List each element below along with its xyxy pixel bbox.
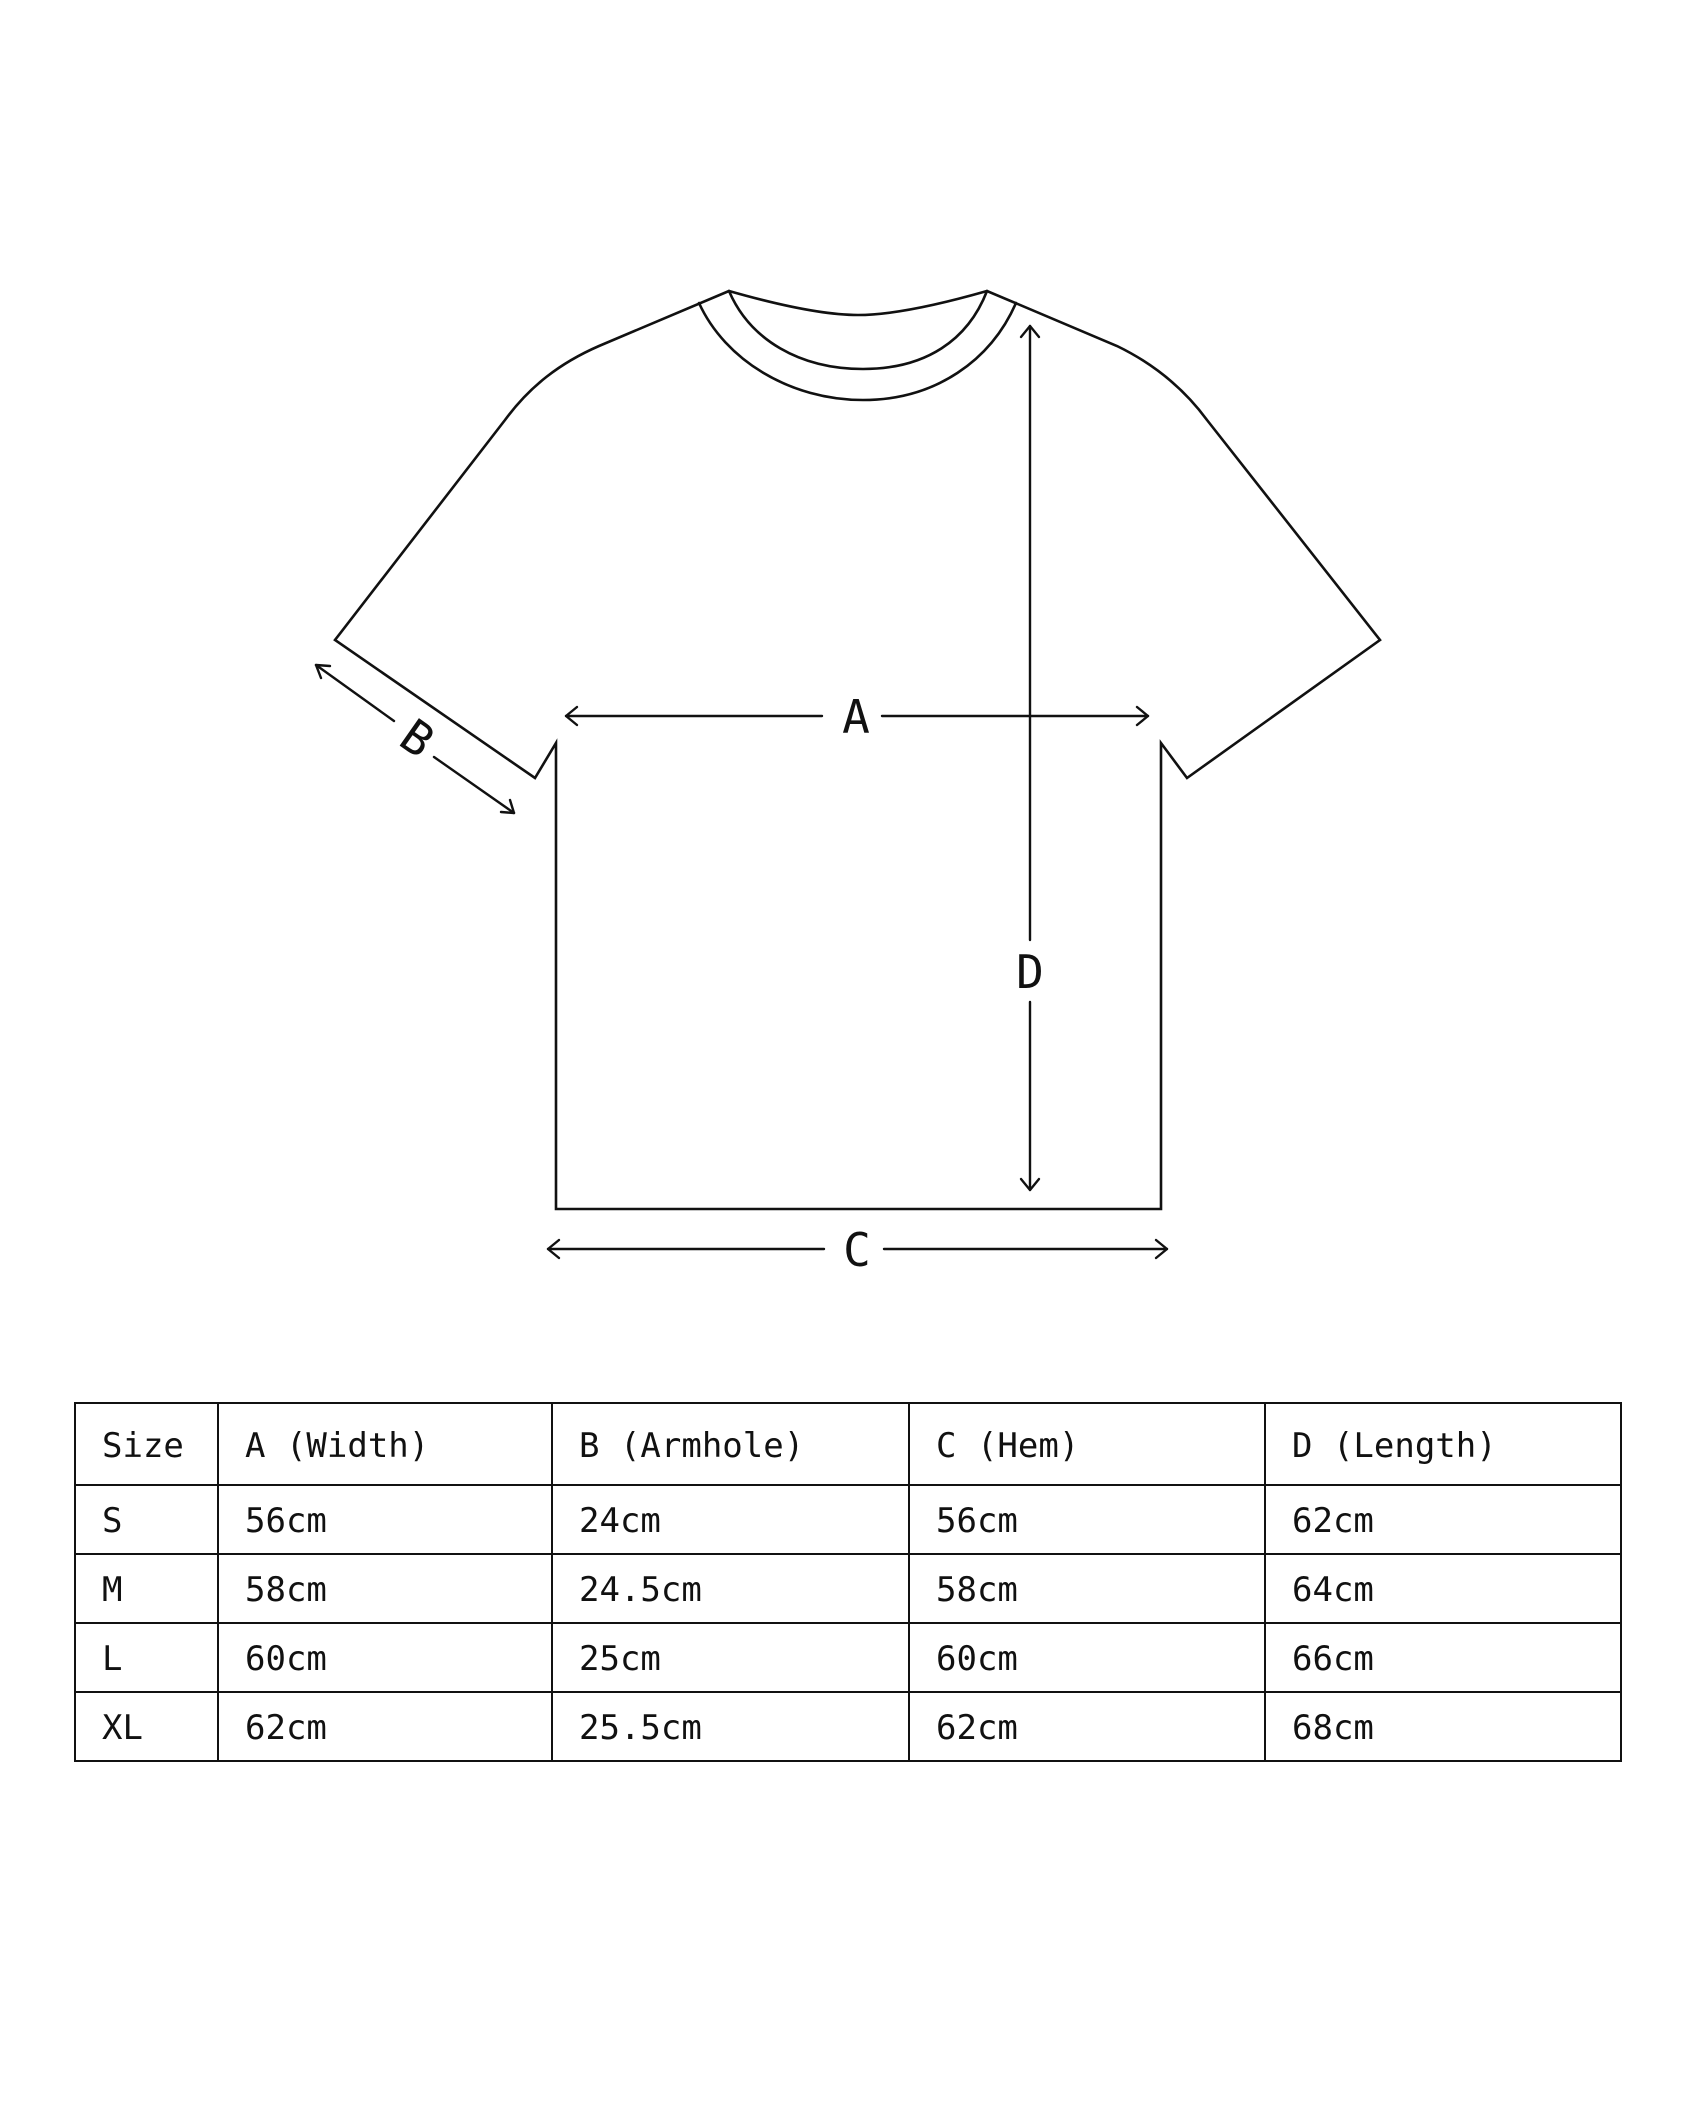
cell-a: 58cm [218, 1554, 552, 1623]
cell-size: M [75, 1554, 218, 1623]
size-chart-table [74, 1402, 1622, 1762]
cell-d: 62cm [1265, 1485, 1621, 1554]
table-row [75, 1485, 1621, 1554]
header-b-armhole: B (Armhole) [552, 1403, 909, 1485]
header-d-length: D (Length) [1265, 1403, 1621, 1485]
label-b: B [390, 708, 444, 769]
collar-outer [699, 303, 1016, 400]
table-row [75, 1623, 1621, 1692]
label-a: A [842, 690, 870, 744]
table-header-row [75, 1403, 1621, 1485]
header-a-width: A (Width) [218, 1403, 552, 1485]
collar-inner [729, 291, 987, 369]
cell-a: 62cm [218, 1692, 552, 1761]
table-row [75, 1554, 1621, 1623]
cell-b: 25cm [552, 1623, 909, 1692]
label-c: C [843, 1223, 871, 1277]
dimension-d-arrow [1021, 326, 1039, 1190]
cell-c: 58cm [909, 1554, 1265, 1623]
cell-size: S [75, 1485, 218, 1554]
cell-a: 60cm [218, 1623, 552, 1692]
table-row [75, 1692, 1621, 1761]
cell-c: 56cm [909, 1485, 1265, 1554]
cell-c: 60cm [909, 1623, 1265, 1692]
cell-d: 68cm [1265, 1692, 1621, 1761]
cell-a: 56cm [218, 1485, 552, 1554]
cell-size: XL [75, 1692, 218, 1761]
header-c-hem: C (Hem) [909, 1403, 1265, 1485]
tshirt-outline [335, 291, 1380, 1209]
cell-d: 64cm [1265, 1554, 1621, 1623]
cell-d: 66cm [1265, 1623, 1621, 1692]
cell-c: 62cm [909, 1692, 1265, 1761]
cell-b: 25.5cm [552, 1692, 909, 1761]
cell-b: 24.5cm [552, 1554, 909, 1623]
cell-size: L [75, 1623, 218, 1692]
label-d: D [1016, 945, 1044, 999]
header-size: Size [75, 1403, 218, 1485]
cell-b: 24cm [552, 1485, 909, 1554]
